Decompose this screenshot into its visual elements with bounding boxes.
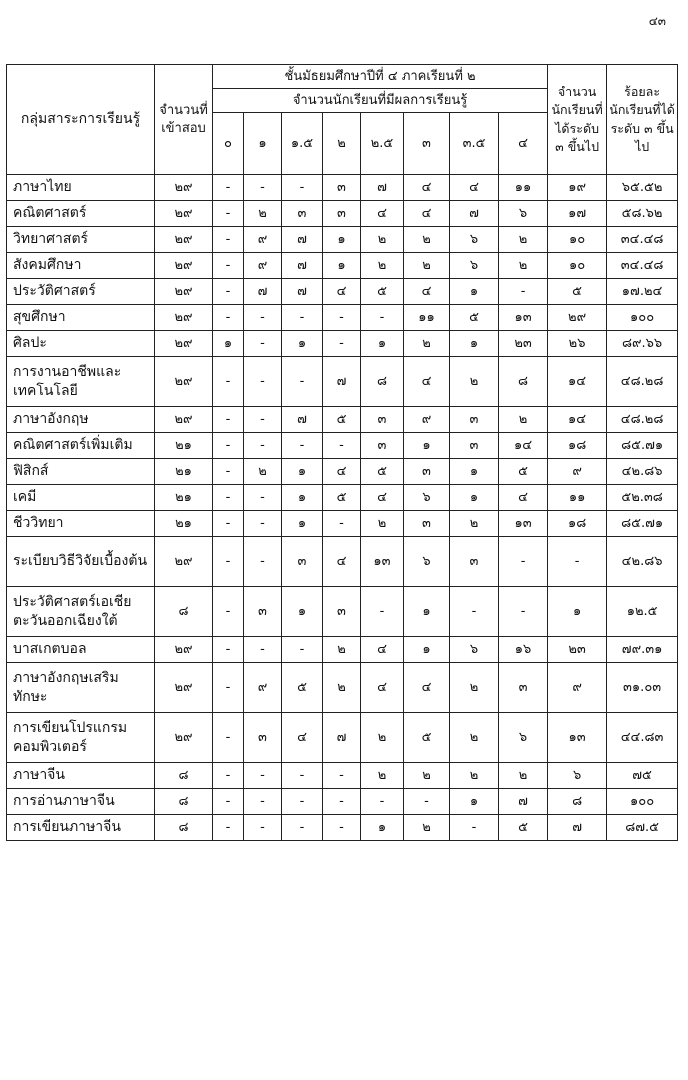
count-level3-cell: ๑๑: [548, 485, 607, 511]
grade-count-cell: ๑: [282, 331, 323, 357]
grade-count-cell: -: [244, 763, 282, 789]
subject-cell: ประวัติศาสตร์: [7, 279, 155, 305]
percent-level3-cell: ๔๔.๘๓: [607, 713, 678, 763]
percent-level3-cell: ๘๕.๗๑: [607, 433, 678, 459]
grade-count-cell: -: [244, 789, 282, 815]
table-row: [7, 357, 678, 407]
grade-count-cell: ๔: [323, 537, 361, 587]
percent-level3-cell: ๖๕.๕๒: [607, 175, 678, 201]
tested-cell: ๒๙: [155, 331, 213, 357]
grade-count-cell: -: [361, 789, 404, 815]
grade-count-cell: -: [323, 763, 361, 789]
header-grade-0: ๐: [213, 113, 244, 175]
grade-count-cell: ๑: [450, 331, 499, 357]
grade-count-cell: -: [213, 253, 244, 279]
subject-cell: บาสเกตบอล: [7, 637, 155, 663]
grade-count-cell: ๑: [282, 459, 323, 485]
grade-count-cell: ๔: [323, 279, 361, 305]
grade-count-cell: -: [450, 815, 499, 841]
grade-count-cell: -: [282, 789, 323, 815]
table-row: [7, 485, 678, 511]
count-level3-cell: ๑๘: [548, 433, 607, 459]
grade-count-cell: -: [361, 587, 404, 637]
grade-count-cell: ๑: [404, 637, 450, 663]
tested-cell: ๒๙: [155, 305, 213, 331]
header-percent-level3: ร้อยละนักเรียนที่ได้ระดับ ๓ ขึ้นไป: [607, 65, 678, 175]
grade-count-cell: -: [244, 433, 282, 459]
grade-count-cell: ๕: [282, 663, 323, 713]
grade-count-cell: -: [213, 637, 244, 663]
tested-cell: ๘: [155, 789, 213, 815]
grade-count-cell: ๑: [323, 227, 361, 253]
grade-count-cell: -: [213, 279, 244, 305]
count-level3-cell: ๑๐: [548, 227, 607, 253]
grade-count-cell: ๓: [404, 459, 450, 485]
tested-cell: ๒๑: [155, 459, 213, 485]
count-level3-cell: ๙: [548, 663, 607, 713]
percent-level3-cell: ๘๙.๖๖: [607, 331, 678, 357]
grade-count-cell: ๑: [282, 511, 323, 537]
grade-count-cell: ๕: [361, 279, 404, 305]
grade-count-cell: -: [323, 433, 361, 459]
header-grade-level-title: ชั้นมัธยมศึกษาปีที่ ๔ ภาคเรียนที่ ๒: [213, 65, 548, 89]
grade-count-cell: ๙: [404, 407, 450, 433]
grade-count-cell: -: [213, 485, 244, 511]
grade-count-cell: -: [244, 305, 282, 331]
grade-count-cell: ๗: [361, 175, 404, 201]
grade-count-cell: ๕: [361, 459, 404, 485]
table-header: [7, 65, 678, 175]
grade-count-cell: -: [499, 587, 548, 637]
grade-count-cell: ๖: [499, 201, 548, 227]
grade-count-cell: -: [323, 305, 361, 331]
grade-count-cell: ๒: [499, 253, 548, 279]
table-row: [7, 227, 678, 253]
grade-count-cell: -: [213, 789, 244, 815]
header-subject-group: กลุ่มสาระการเรียนรู้: [7, 65, 155, 175]
grade-count-cell: ๒: [404, 763, 450, 789]
grade-count-cell: ๑: [450, 789, 499, 815]
grade-count-cell: ๓: [361, 407, 404, 433]
table-row: [7, 815, 678, 841]
grade-count-cell: ๒: [499, 763, 548, 789]
subject-cell: ประวัติศาสตร์เอเชียตะวันออกเฉียงใต้: [7, 587, 155, 637]
table-row: [7, 331, 678, 357]
percent-level3-cell: ๗๕: [607, 763, 678, 789]
grade-count-cell: ๗: [282, 407, 323, 433]
grade-count-cell: ๔: [361, 201, 404, 227]
tested-cell: ๒๙: [155, 175, 213, 201]
tested-cell: ๒๑: [155, 433, 213, 459]
grade-count-cell: ๙: [244, 227, 282, 253]
header-grade-4: ๒.๕: [361, 113, 404, 175]
grade-count-cell: ๒: [244, 459, 282, 485]
grade-count-cell: ๑: [361, 331, 404, 357]
subject-cell: ภาษาอังกฤษเสริมทักษะ: [7, 663, 155, 713]
grade-count-cell: ๒: [450, 357, 499, 407]
grade-count-cell: -: [282, 357, 323, 407]
grade-count-cell: -: [213, 175, 244, 201]
table-row: [7, 663, 678, 713]
table-row: [7, 253, 678, 279]
grade-count-cell: ๔: [282, 713, 323, 763]
grade-count-cell: ๕: [450, 305, 499, 331]
subject-cell: การงานอาชีพและเทคโนโลยี: [7, 357, 155, 407]
grade-count-cell: -: [213, 201, 244, 227]
count-level3-cell: ๙: [548, 459, 607, 485]
subject-cell: วิทยาศาสตร์: [7, 227, 155, 253]
grade-count-cell: -: [282, 815, 323, 841]
grade-count-cell: ๑๓: [499, 305, 548, 331]
grade-count-cell: ๙: [244, 253, 282, 279]
grade-count-cell: -: [244, 637, 282, 663]
grade-count-cell: ๕: [404, 713, 450, 763]
grade-count-cell: ๓: [450, 537, 499, 587]
grade-count-cell: -: [213, 815, 244, 841]
percent-level3-cell: ๔๘.๒๘: [607, 407, 678, 433]
header-grade-2: ๑.๕: [282, 113, 323, 175]
grade-count-cell: -: [282, 637, 323, 663]
grade-count-cell: ๑๖: [499, 637, 548, 663]
count-level3-cell: ๒๙: [548, 305, 607, 331]
grade-count-cell: -: [450, 587, 499, 637]
subject-cell: ชีววิทยา: [7, 511, 155, 537]
grade-count-cell: -: [213, 407, 244, 433]
grade-count-cell: ๓: [450, 407, 499, 433]
grade-count-cell: ๒: [361, 763, 404, 789]
percent-level3-cell: ๕๘.๖๒: [607, 201, 678, 227]
grade-count-cell: ๗: [244, 279, 282, 305]
grade-count-cell: ๗: [282, 279, 323, 305]
percent-level3-cell: ๑๒.๕: [607, 587, 678, 637]
grade-count-cell: ๑๑: [404, 305, 450, 331]
table-row: [7, 175, 678, 201]
grade-count-cell: -: [213, 459, 244, 485]
grade-count-cell: ๔: [404, 175, 450, 201]
table-row: [7, 201, 678, 227]
grade-count-cell: -: [244, 537, 282, 587]
tested-cell: ๒๙: [155, 537, 213, 587]
grade-count-cell: -: [213, 433, 244, 459]
grade-count-cell: ๔: [499, 485, 548, 511]
grade-count-cell: ๑: [404, 587, 450, 637]
percent-level3-cell: ๓๑.๐๓: [607, 663, 678, 713]
grade-count-cell: ๓: [323, 201, 361, 227]
grade-count-cell: ๑๓: [361, 537, 404, 587]
subject-cell: ภาษาไทย: [7, 175, 155, 201]
grade-count-cell: ๒: [323, 637, 361, 663]
percent-level3-cell: ๓๔.๔๘: [607, 227, 678, 253]
count-level3-cell: ๑๔: [548, 357, 607, 407]
grade-count-cell: ๒: [404, 331, 450, 357]
percent-level3-cell: ๑๐๐: [607, 305, 678, 331]
grade-count-cell: ๔: [404, 279, 450, 305]
tested-cell: ๒๙: [155, 407, 213, 433]
grade-count-cell: ๑: [450, 279, 499, 305]
table-row: [7, 789, 678, 815]
grade-count-cell: -: [361, 305, 404, 331]
subject-cell: เคมี: [7, 485, 155, 511]
grade-count-cell: ๑: [450, 485, 499, 511]
header-students-tested: จำนวนที่เข้าสอบ: [155, 65, 213, 175]
table-row: [7, 637, 678, 663]
grade-count-cell: -: [323, 789, 361, 815]
grade-count-cell: ๓: [323, 587, 361, 637]
subject-cell: การเขียนโปรแกรมคอมพิวเตอร์: [7, 713, 155, 763]
tested-cell: ๘: [155, 815, 213, 841]
tested-cell: ๘: [155, 763, 213, 789]
percent-level3-cell: ๔๒.๘๖: [607, 537, 678, 587]
table-row: [7, 407, 678, 433]
grade-count-cell: ๑: [282, 587, 323, 637]
grade-count-cell: ๙: [244, 663, 282, 713]
subject-cell: คณิตศาสตร์: [7, 201, 155, 227]
tested-cell: ๒๙: [155, 201, 213, 227]
grade-count-cell: -: [213, 357, 244, 407]
count-level3-cell: ๑: [548, 587, 607, 637]
grade-count-cell: -: [282, 433, 323, 459]
grade-count-cell: -: [213, 537, 244, 587]
grade-count-cell: ๒: [450, 511, 499, 537]
tested-cell: ๘: [155, 587, 213, 637]
table-row: [7, 713, 678, 763]
page-number: ๔๓: [648, 14, 666, 28]
grade-count-cell: ๒: [499, 227, 548, 253]
grade-count-cell: ๓: [404, 511, 450, 537]
grade-count-cell: ๒: [450, 663, 499, 713]
grade-count-cell: ๓: [361, 433, 404, 459]
grade-count-cell: -: [213, 713, 244, 763]
grade-count-cell: ๘: [499, 357, 548, 407]
table-row: [7, 433, 678, 459]
grade-count-cell: -: [213, 587, 244, 637]
grade-count-cell: ๖: [404, 537, 450, 587]
table-row: [7, 305, 678, 331]
subject-cell: ภาษาอังกฤษ: [7, 407, 155, 433]
grade-count-cell: ๒: [404, 815, 450, 841]
grade-count-cell: ๘: [361, 357, 404, 407]
grade-count-cell: ๔: [361, 485, 404, 511]
grade-count-cell: ๗: [450, 201, 499, 227]
grade-count-cell: ๖: [450, 637, 499, 663]
grade-count-cell: ๗: [323, 357, 361, 407]
grade-count-cell: ๑: [361, 815, 404, 841]
grade-count-cell: ๒: [244, 201, 282, 227]
grade-count-cell: ๓: [499, 663, 548, 713]
grade-count-cell: ๖: [404, 485, 450, 511]
tested-cell: ๒๙: [155, 253, 213, 279]
header-grade-6: ๓.๕: [450, 113, 499, 175]
subject-cell: คณิตศาสตร์เพิ่มเติม: [7, 433, 155, 459]
count-level3-cell: ๑๘: [548, 511, 607, 537]
percent-level3-cell: ๑๗.๒๔: [607, 279, 678, 305]
grade-count-cell: ๒: [361, 713, 404, 763]
tested-cell: ๒๙: [155, 357, 213, 407]
percent-level3-cell: ๘๕.๗๑: [607, 511, 678, 537]
grade-count-cell: ๓: [450, 433, 499, 459]
tested-cell: ๒๑: [155, 485, 213, 511]
grade-count-cell: ๑๑: [499, 175, 548, 201]
grade-count-cell: ๑: [213, 331, 244, 357]
percent-level3-cell: ๓๔.๔๘: [607, 253, 678, 279]
grade-count-cell: ๗: [282, 227, 323, 253]
tested-cell: ๒๙: [155, 279, 213, 305]
tested-cell: ๒๙: [155, 713, 213, 763]
count-level3-cell: ๘: [548, 789, 607, 815]
count-level3-cell: ๒๓: [548, 637, 607, 663]
grade-count-cell: ๔: [404, 357, 450, 407]
tested-cell: ๒๑: [155, 511, 213, 537]
percent-level3-cell: ๕๒.๓๘: [607, 485, 678, 511]
count-level3-cell: ๑๙: [548, 175, 607, 201]
grade-count-cell: ๓: [282, 537, 323, 587]
count-level3-cell: ๑๔: [548, 407, 607, 433]
grade-count-cell: ๑: [404, 433, 450, 459]
grade-count-cell: ๑: [282, 485, 323, 511]
grade-count-cell: -: [282, 763, 323, 789]
header-results-title: จำนวนนักเรียนที่มีผลการเรียนรู้: [213, 89, 548, 113]
grade-count-cell: -: [404, 789, 450, 815]
grade-count-cell: -: [499, 279, 548, 305]
subject-cell: ภาษาจีน: [7, 763, 155, 789]
grade-count-cell: -: [244, 407, 282, 433]
grade-count-cell: -: [323, 815, 361, 841]
grade-count-cell: ๕: [323, 407, 361, 433]
grade-count-cell: ๑๔: [499, 433, 548, 459]
table-row: [7, 537, 678, 587]
table-row: [7, 587, 678, 637]
table-row: [7, 279, 678, 305]
grade-count-cell: ๔: [404, 201, 450, 227]
grade-count-cell: ๒: [361, 253, 404, 279]
grade-count-cell: ๒: [450, 763, 499, 789]
grade-count-cell: -: [213, 227, 244, 253]
grade-count-cell: ๖: [450, 253, 499, 279]
tested-cell: ๒๙: [155, 663, 213, 713]
count-level3-cell: ๖: [548, 763, 607, 789]
grade-count-cell: ๓: [244, 713, 282, 763]
grade-count-cell: -: [213, 511, 244, 537]
subject-cell: ระเบียบวิธีวิจัยเบื้องต้น: [7, 537, 155, 587]
grade-count-cell: ๔: [361, 637, 404, 663]
subject-cell: สุขศึกษา: [7, 305, 155, 331]
percent-level3-cell: ๔๒.๘๖: [607, 459, 678, 485]
count-level3-cell: ๒๖: [548, 331, 607, 357]
header-grade-7: ๔: [499, 113, 548, 175]
count-level3-cell: ๕: [548, 279, 607, 305]
grade-count-cell: -: [499, 537, 548, 587]
grade-count-cell: -: [244, 815, 282, 841]
grade-count-cell: ๒: [499, 407, 548, 433]
grade-count-cell: ๒: [450, 713, 499, 763]
grade-count-cell: -: [244, 485, 282, 511]
subject-cell: สังคมศึกษา: [7, 253, 155, 279]
grade-count-cell: ๒: [361, 511, 404, 537]
count-level3-cell: ๗: [548, 815, 607, 841]
grade-count-cell: ๔: [450, 175, 499, 201]
percent-level3-cell: ๗๙.๓๑: [607, 637, 678, 663]
header-count-level3: จำนวนนักเรียนที่ได้ระดับ ๓ ขึ้นไป: [548, 65, 607, 175]
table-body: [7, 175, 678, 841]
grade-count-cell: ๗: [499, 789, 548, 815]
grade-count-cell: ๖: [450, 227, 499, 253]
grade-count-cell: ๗: [282, 253, 323, 279]
grade-count-cell: ๑: [450, 459, 499, 485]
grade-count-cell: ๓: [323, 175, 361, 201]
grade-count-cell: -: [213, 663, 244, 713]
grade-count-cell: ๕: [499, 459, 548, 485]
grade-count-cell: ๔: [323, 459, 361, 485]
results-table: [6, 64, 678, 841]
tested-cell: ๒๙: [155, 637, 213, 663]
header-grade-1: ๑: [244, 113, 282, 175]
percent-level3-cell: ๔๘.๒๘: [607, 357, 678, 407]
count-level3-cell: ๑๓: [548, 713, 607, 763]
subject-cell: การอ่านภาษาจีน: [7, 789, 155, 815]
grade-count-cell: -: [213, 763, 244, 789]
percent-level3-cell: ๘๗.๕: [607, 815, 678, 841]
grade-count-cell: ๖: [499, 713, 548, 763]
grade-count-cell: ๒: [361, 227, 404, 253]
grade-count-cell: ๔: [404, 663, 450, 713]
grade-count-cell: -: [213, 305, 244, 331]
subject-cell: ฟิสิกส์: [7, 459, 155, 485]
subject-cell: การเขียนภาษาจีน: [7, 815, 155, 841]
grade-count-cell: ๒: [323, 663, 361, 713]
tested-cell: ๒๙: [155, 227, 213, 253]
count-level3-cell: ๑๐: [548, 253, 607, 279]
grade-count-cell: -: [244, 511, 282, 537]
grade-count-cell: ๗: [323, 713, 361, 763]
count-level3-cell: -: [548, 537, 607, 587]
grade-count-cell: -: [323, 511, 361, 537]
grade-count-cell: ๑: [323, 253, 361, 279]
count-level3-cell: ๑๗: [548, 201, 607, 227]
header-grade-5: ๓: [404, 113, 450, 175]
table-row: [7, 511, 678, 537]
grade-count-cell: ๒๓: [499, 331, 548, 357]
grade-count-cell: ๕: [499, 815, 548, 841]
grade-count-cell: ๔: [361, 663, 404, 713]
percent-level3-cell: ๑๐๐: [607, 789, 678, 815]
grade-count-cell: ๕: [323, 485, 361, 511]
grade-count-cell: -: [244, 175, 282, 201]
grade-count-cell: -: [323, 331, 361, 357]
header-grade-3: ๒: [323, 113, 361, 175]
grade-count-cell: -: [244, 331, 282, 357]
grade-count-cell: ๒: [404, 227, 450, 253]
grade-count-cell: -: [244, 357, 282, 407]
subject-cell: ศิลปะ: [7, 331, 155, 357]
grade-count-cell: ๑๓: [499, 511, 548, 537]
grade-count-cell: ๓: [244, 587, 282, 637]
grade-count-cell: ๓: [282, 201, 323, 227]
grade-count-cell: ๒: [404, 253, 450, 279]
grade-count-cell: -: [282, 175, 323, 201]
table-row: [7, 459, 678, 485]
table-row: [7, 763, 678, 789]
grade-count-cell: -: [282, 305, 323, 331]
